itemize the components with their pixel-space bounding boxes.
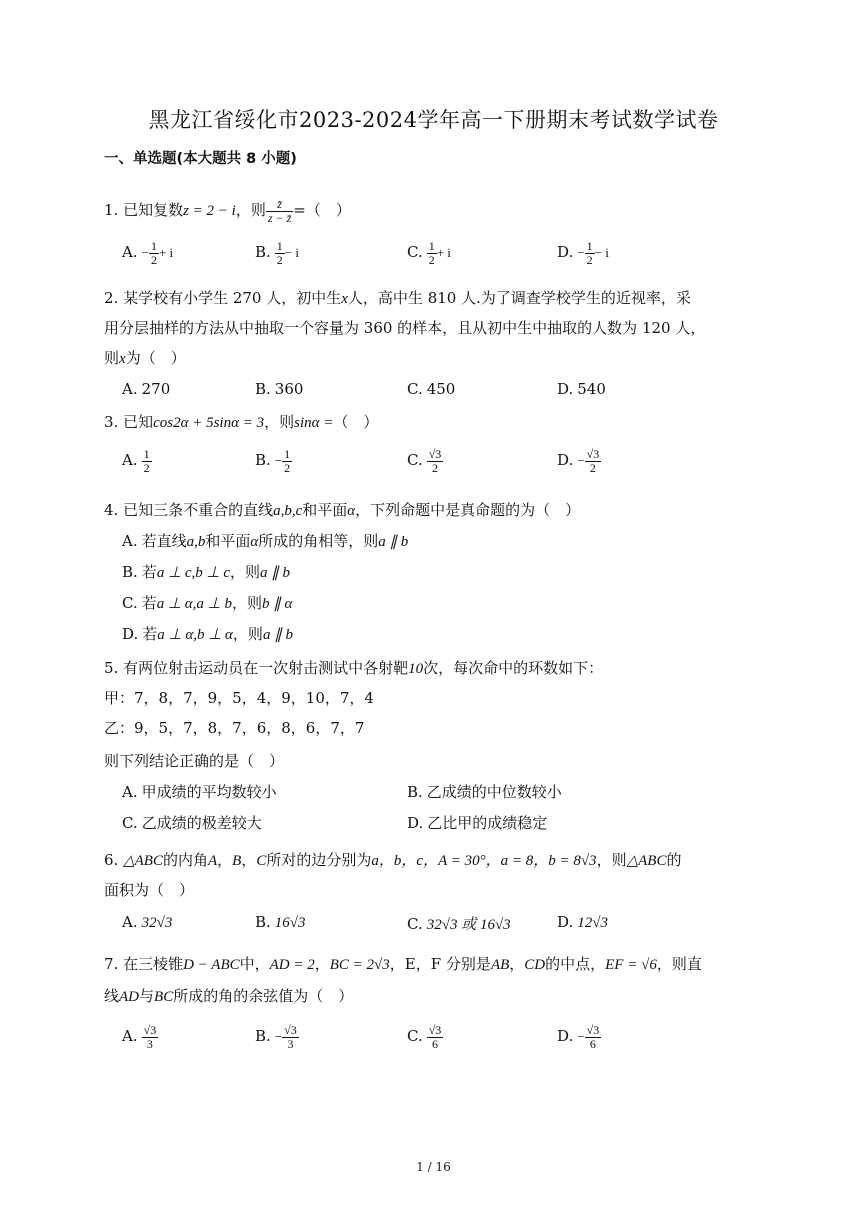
q1-text-b: ，则 bbox=[235, 201, 266, 220]
option-label: C. bbox=[407, 915, 423, 933]
q5-option-c bbox=[122, 812, 262, 833]
section-heading: 一、单选题(本大题共 8 小题) bbox=[104, 151, 297, 167]
q3-tail: （ ） bbox=[333, 413, 379, 431]
q5-count: 10 bbox=[408, 661, 424, 677]
q4-text-b: 和平面 bbox=[302, 501, 348, 519]
option-sign: − bbox=[274, 453, 283, 469]
q4-option-b bbox=[122, 561, 290, 582]
question-6-line-1 bbox=[104, 849, 681, 870]
q6-option-c bbox=[407, 913, 511, 934]
q6-sides: a，b，c， bbox=[371, 853, 439, 869]
q3-option-d bbox=[557, 448, 601, 474]
q6-triangle: △ABC bbox=[123, 853, 163, 869]
q6-comma: ， bbox=[217, 851, 233, 869]
option-text: 16√3 bbox=[274, 915, 306, 931]
q1-option-c bbox=[407, 240, 451, 266]
q2-text-c: 则 bbox=[104, 349, 120, 367]
q7-comma: ， bbox=[314, 955, 330, 973]
q3-text: 3. 已知 bbox=[104, 413, 154, 431]
option-label: C. bbox=[407, 380, 423, 398]
option-text-mid: ，则 bbox=[232, 594, 263, 612]
q6-text: 的内角 bbox=[162, 851, 208, 869]
q6-text-c: ，则 bbox=[596, 851, 627, 869]
q7-ab: AB bbox=[490, 957, 510, 973]
q5-option-b bbox=[407, 781, 562, 802]
option-numerator: 1 bbox=[586, 239, 593, 253]
option-text: 乙成绩的中位数较小 bbox=[426, 783, 562, 801]
q7-comma-2: ， bbox=[509, 955, 525, 973]
q1-option-a bbox=[122, 240, 173, 266]
option-denominator: 2 bbox=[150, 252, 157, 267]
option-fraction bbox=[142, 1024, 159, 1050]
option-math: a,b bbox=[186, 534, 206, 550]
option-math-2: α bbox=[250, 534, 259, 550]
q3-ask: sinα = bbox=[294, 415, 334, 431]
q6-option-b bbox=[255, 913, 306, 932]
q6-given: A = 30°，a = 8，b = 8√3 bbox=[438, 853, 597, 869]
option-numerator: 1 bbox=[284, 447, 291, 461]
option-text-mid: ，则 bbox=[230, 563, 261, 581]
option-fraction bbox=[282, 448, 292, 474]
option-label: B. bbox=[255, 243, 271, 262]
q4-option-a bbox=[122, 530, 408, 551]
q7-cd: CD bbox=[524, 957, 546, 973]
q6-text-b: 所对的边分别为 bbox=[266, 851, 372, 869]
q3-option-b bbox=[255, 448, 292, 474]
option-numerator: 1 bbox=[143, 447, 150, 461]
q6-angle-a: A bbox=[207, 853, 218, 869]
option-label: C. bbox=[407, 451, 423, 470]
option-label: A. bbox=[122, 532, 138, 550]
option-rest: + i bbox=[158, 245, 174, 261]
q5-scores-jia: 甲：7，8，7，9，5，4，9，10，7，4 bbox=[104, 689, 374, 707]
q7-ad: AD bbox=[119, 989, 140, 1005]
option-label: A. bbox=[122, 451, 138, 470]
q1-denominator: z − z̄ bbox=[267, 210, 292, 225]
question-4-stem bbox=[104, 499, 580, 520]
option-rest: + i bbox=[436, 245, 451, 261]
q6-angle-c: C bbox=[256, 853, 267, 869]
option-value: 270 bbox=[141, 380, 171, 398]
question-2-line-3 bbox=[104, 347, 186, 368]
q2-option-a bbox=[122, 380, 170, 398]
q7-text-d: 的中点， bbox=[545, 955, 606, 973]
question-2-line-1 bbox=[104, 287, 691, 308]
option-numerator: √3 bbox=[428, 447, 442, 461]
q1-text: 1. 已知复数 bbox=[104, 201, 184, 220]
q2-option-c bbox=[407, 380, 455, 398]
option-sign: − bbox=[141, 245, 149, 261]
option-math-2: a ∥ b bbox=[262, 627, 293, 643]
q3-option-c bbox=[407, 448, 443, 474]
option-sign: − bbox=[577, 453, 585, 469]
option-denominator: 6 bbox=[589, 1036, 596, 1051]
option-label: C. bbox=[122, 814, 138, 832]
option-text: 32√3 bbox=[141, 915, 173, 931]
question-2-line-2: 用分层抽样的方法从中抽取一个容量为 360 的样本，且从初中生中抽取的人数为 120 人， bbox=[104, 319, 706, 337]
q4-text-c: ，下列命题中是真命题的为（ ） bbox=[355, 501, 581, 519]
option-math-2: b ∥ α bbox=[262, 596, 293, 612]
option-denominator: 2 bbox=[432, 460, 439, 475]
option-label: D. bbox=[122, 625, 139, 643]
q7-text: 7. 在三棱锥 bbox=[104, 955, 184, 973]
q1-condition: z = 2 − i bbox=[183, 203, 236, 220]
q7-text-f: 线 bbox=[104, 987, 120, 1005]
option-sign: − bbox=[577, 245, 585, 261]
q7-bc: BC bbox=[154, 989, 174, 1005]
option-text: 若 bbox=[141, 594, 157, 612]
option-value: 360 bbox=[274, 380, 304, 398]
q7-text-g: 与 bbox=[139, 987, 155, 1005]
q7-solid: D − ABC bbox=[183, 957, 240, 973]
option-fraction bbox=[142, 448, 152, 474]
q3-text-b: ，则 bbox=[264, 413, 295, 431]
option-fraction bbox=[585, 240, 595, 266]
option-sign: − bbox=[577, 1029, 585, 1045]
q2-text: 2. 某学校有小学生 270 人，初中生 bbox=[104, 289, 342, 307]
option-label: B. bbox=[122, 563, 138, 581]
option-label: A. bbox=[122, 380, 138, 398]
question-5-stem bbox=[104, 657, 603, 678]
option-label: D. bbox=[557, 451, 574, 470]
page-number: 1 / 16 bbox=[416, 1160, 451, 1174]
option-text-mid: 和平面 bbox=[205, 532, 251, 550]
option-label: B. bbox=[255, 913, 271, 931]
q5-text-b: 次，每次命中的环数如下： bbox=[423, 659, 604, 677]
q7-given-1: AD = 2 bbox=[269, 957, 315, 973]
option-numerator: √3 bbox=[143, 1023, 157, 1037]
q5-option-d bbox=[407, 812, 547, 833]
option-value: 540 bbox=[577, 380, 606, 398]
q6-comma-2: ， bbox=[241, 851, 257, 869]
q4-vars: a,b,c bbox=[273, 503, 303, 519]
option-denominator: 6 bbox=[432, 1036, 439, 1051]
q5-scores-yi: 乙：9，5，7，8，7，6，8，6，7，7 bbox=[104, 719, 365, 737]
q1-numerator: z̄ bbox=[266, 198, 293, 212]
option-fraction bbox=[149, 240, 159, 266]
option-label: D. bbox=[407, 814, 424, 832]
q2-option-b bbox=[255, 380, 303, 398]
q2-text-d: 为（ ） bbox=[125, 349, 186, 367]
option-text: 乙成绩的极差较大 bbox=[141, 814, 262, 832]
option-rest: − i bbox=[594, 245, 609, 261]
question-1-stem bbox=[104, 198, 351, 224]
option-math-3: a ∥ b bbox=[378, 534, 409, 550]
q1-option-b bbox=[255, 240, 299, 266]
q7-text-e: ，则直 bbox=[656, 955, 702, 973]
option-denominator: 3 bbox=[146, 1036, 153, 1051]
q7-option-b bbox=[255, 1024, 299, 1050]
option-label: C. bbox=[122, 594, 138, 612]
q2-var: x bbox=[341, 291, 348, 307]
question-3-stem bbox=[104, 411, 378, 432]
option-text-mid: ，则 bbox=[232, 625, 263, 643]
question-7-line-2 bbox=[104, 985, 353, 1006]
q6-option-a bbox=[122, 913, 172, 932]
q1-tail: =（ ） bbox=[293, 201, 351, 220]
q1-fraction bbox=[266, 198, 293, 224]
option-denominator: 2 bbox=[143, 460, 150, 475]
option-label: A. bbox=[122, 1027, 138, 1046]
q7-given-3: EF = √6 bbox=[605, 957, 657, 973]
q2-var-2: x bbox=[119, 351, 126, 367]
q5-option-a bbox=[122, 781, 277, 802]
question-6-line-2: 面积为（ ） bbox=[104, 881, 195, 899]
option-label: B. bbox=[255, 380, 271, 398]
page-title: 黑龙江省绥化市2023-2024学年高一下册期末考试数学试卷 bbox=[148, 108, 719, 132]
q7-text-b: 中， bbox=[239, 955, 270, 973]
option-denominator: 2 bbox=[276, 252, 283, 267]
option-label: B. bbox=[407, 783, 423, 801]
option-math: a ⊥ α,a ⊥ b bbox=[156, 596, 232, 612]
q7-option-a bbox=[122, 1024, 158, 1050]
option-fraction bbox=[275, 240, 285, 266]
q6-triangle-2: △ABC bbox=[626, 853, 667, 869]
q4-option-c bbox=[122, 592, 292, 613]
q2-option-d bbox=[557, 380, 606, 398]
option-numerator: √3 bbox=[586, 447, 600, 461]
q6-text-d: 的 bbox=[666, 851, 682, 869]
q6-num: 6. bbox=[104, 851, 119, 869]
q4-option-d bbox=[122, 623, 293, 644]
option-label: C. bbox=[407, 243, 423, 262]
q4-text: 4. 已知三条不重合的直线 bbox=[104, 501, 274, 519]
option-denominator: 3 bbox=[287, 1036, 294, 1051]
q1-option-d bbox=[557, 240, 609, 266]
option-math: a ⊥ c,b ⊥ c bbox=[156, 565, 231, 581]
option-denominator: 2 bbox=[428, 252, 435, 267]
q7-given-2: BC = 2√3 bbox=[329, 957, 390, 973]
option-label: D. bbox=[557, 1027, 574, 1046]
option-math-2: a ∥ b bbox=[260, 565, 291, 581]
option-text: 12√3 bbox=[577, 915, 608, 931]
option-fraction bbox=[585, 1024, 602, 1050]
q7-option-d bbox=[557, 1024, 601, 1050]
option-fraction bbox=[282, 1024, 299, 1050]
option-label: A. bbox=[122, 783, 138, 801]
option-text: 32√3 或 16√3 bbox=[426, 917, 511, 933]
option-numerator: 1 bbox=[276, 239, 283, 253]
option-label: C. bbox=[407, 1027, 423, 1046]
option-numerator: 1 bbox=[150, 239, 157, 253]
q6-option-d bbox=[557, 913, 608, 932]
option-text-post: 所成的角相等，则 bbox=[258, 532, 379, 550]
option-text: 若直线 bbox=[141, 532, 187, 550]
q4-plane: α bbox=[347, 503, 356, 519]
option-value: 450 bbox=[426, 380, 456, 398]
option-fraction bbox=[427, 1024, 444, 1050]
q3-condition: cos2α + 5sinα = 3 bbox=[153, 415, 265, 431]
option-text: 甲成绩的平均数较小 bbox=[141, 783, 277, 801]
option-fraction bbox=[427, 240, 437, 266]
option-text: 若 bbox=[141, 563, 157, 581]
option-text: 若 bbox=[142, 625, 158, 643]
option-label: B. bbox=[255, 451, 271, 470]
option-label: A. bbox=[122, 913, 138, 931]
q6-angle-b: B bbox=[232, 853, 242, 869]
option-denominator: 2 bbox=[586, 252, 593, 267]
option-label: D. bbox=[557, 913, 574, 931]
option-numerator: 1 bbox=[428, 239, 435, 253]
q5-question: 则下列结论正确的是（ ） bbox=[104, 752, 285, 770]
option-text: 乙比甲的成绩稳定 bbox=[427, 814, 548, 832]
option-label: A. bbox=[122, 243, 138, 262]
option-rest: − i bbox=[284, 245, 299, 261]
q7-text-h: 所成的角的余弦值为（ ） bbox=[173, 987, 354, 1005]
option-numerator: √3 bbox=[428, 1023, 442, 1037]
q2-text-b: 人，高中生 810 人.为了调查学校学生的近视率，采 bbox=[347, 289, 691, 307]
q3-option-a bbox=[122, 448, 152, 474]
q5-text: 5. 有两位射击运动员在一次射击测试中各射靶 bbox=[104, 659, 409, 677]
option-sign: − bbox=[274, 1029, 283, 1045]
option-denominator: 2 bbox=[589, 460, 596, 475]
option-label: D. bbox=[557, 243, 574, 262]
option-fraction bbox=[427, 448, 444, 474]
option-label: D. bbox=[557, 380, 574, 398]
option-numerator: √3 bbox=[284, 1023, 297, 1037]
option-label: B. bbox=[255, 1027, 271, 1046]
option-denominator: 2 bbox=[284, 460, 291, 475]
question-7-line-1 bbox=[104, 953, 702, 974]
q7-option-c bbox=[407, 1024, 443, 1050]
option-fraction bbox=[585, 448, 602, 474]
option-math: a ⊥ α,b ⊥ α bbox=[157, 627, 233, 643]
option-numerator: √3 bbox=[586, 1023, 600, 1037]
q7-text-c: ，E，F 分别是 bbox=[389, 955, 491, 973]
